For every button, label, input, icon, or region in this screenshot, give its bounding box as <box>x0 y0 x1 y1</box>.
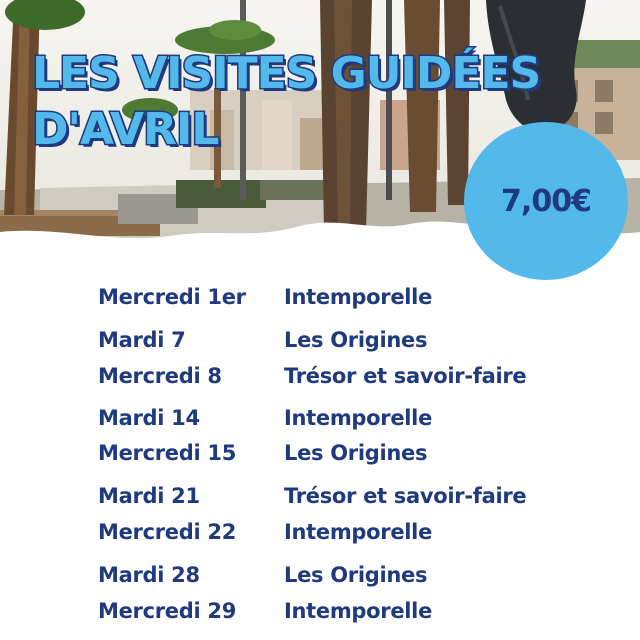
schedule-row <box>98 481 618 511</box>
schedule-tour: Intemporelle <box>284 406 433 430</box>
schedule-day: Mercredi 15 <box>98 441 237 465</box>
schedule-day: Mardi 14 <box>98 406 200 430</box>
schedule-row <box>98 361 618 391</box>
price-badge <box>464 122 628 280</box>
schedule-tour: Intemporelle <box>284 599 433 623</box>
schedule-row <box>98 517 618 547</box>
schedule-row <box>98 403 618 433</box>
schedule-day: Mardi 28 <box>98 563 200 587</box>
schedule-day: Mercredi 29 <box>98 599 237 623</box>
schedule-tour: Les Origines <box>284 328 428 352</box>
schedule-row <box>98 282 618 312</box>
schedule-day: Mercredi 8 <box>98 364 222 388</box>
schedule-tour: Intemporelle <box>284 285 433 309</box>
schedule-day: Mercredi 22 <box>98 520 237 544</box>
schedule-tour: Les Origines <box>284 441 428 465</box>
title-line-2: D'AVRIL <box>32 104 219 155</box>
schedule-day: Mardi 7 <box>98 328 186 352</box>
schedule-day: Mercredi 1er <box>98 285 246 309</box>
schedule-tour: Trésor et savoir-faire <box>284 364 527 388</box>
schedule-row <box>98 438 618 468</box>
schedule-row <box>98 560 618 590</box>
schedule-day: Mardi 21 <box>98 484 200 508</box>
page-title <box>32 46 540 158</box>
schedule-tour: Trésor et savoir-faire <box>284 484 527 508</box>
schedule-tour: Les Origines <box>284 563 428 587</box>
price-label: 7,00€ <box>501 183 591 219</box>
schedule-tour: Intemporelle <box>284 520 433 544</box>
schedule-row <box>98 325 618 355</box>
schedule-row <box>98 596 618 626</box>
title-line-1: LES VISITES GUIDÉES <box>32 48 541 99</box>
